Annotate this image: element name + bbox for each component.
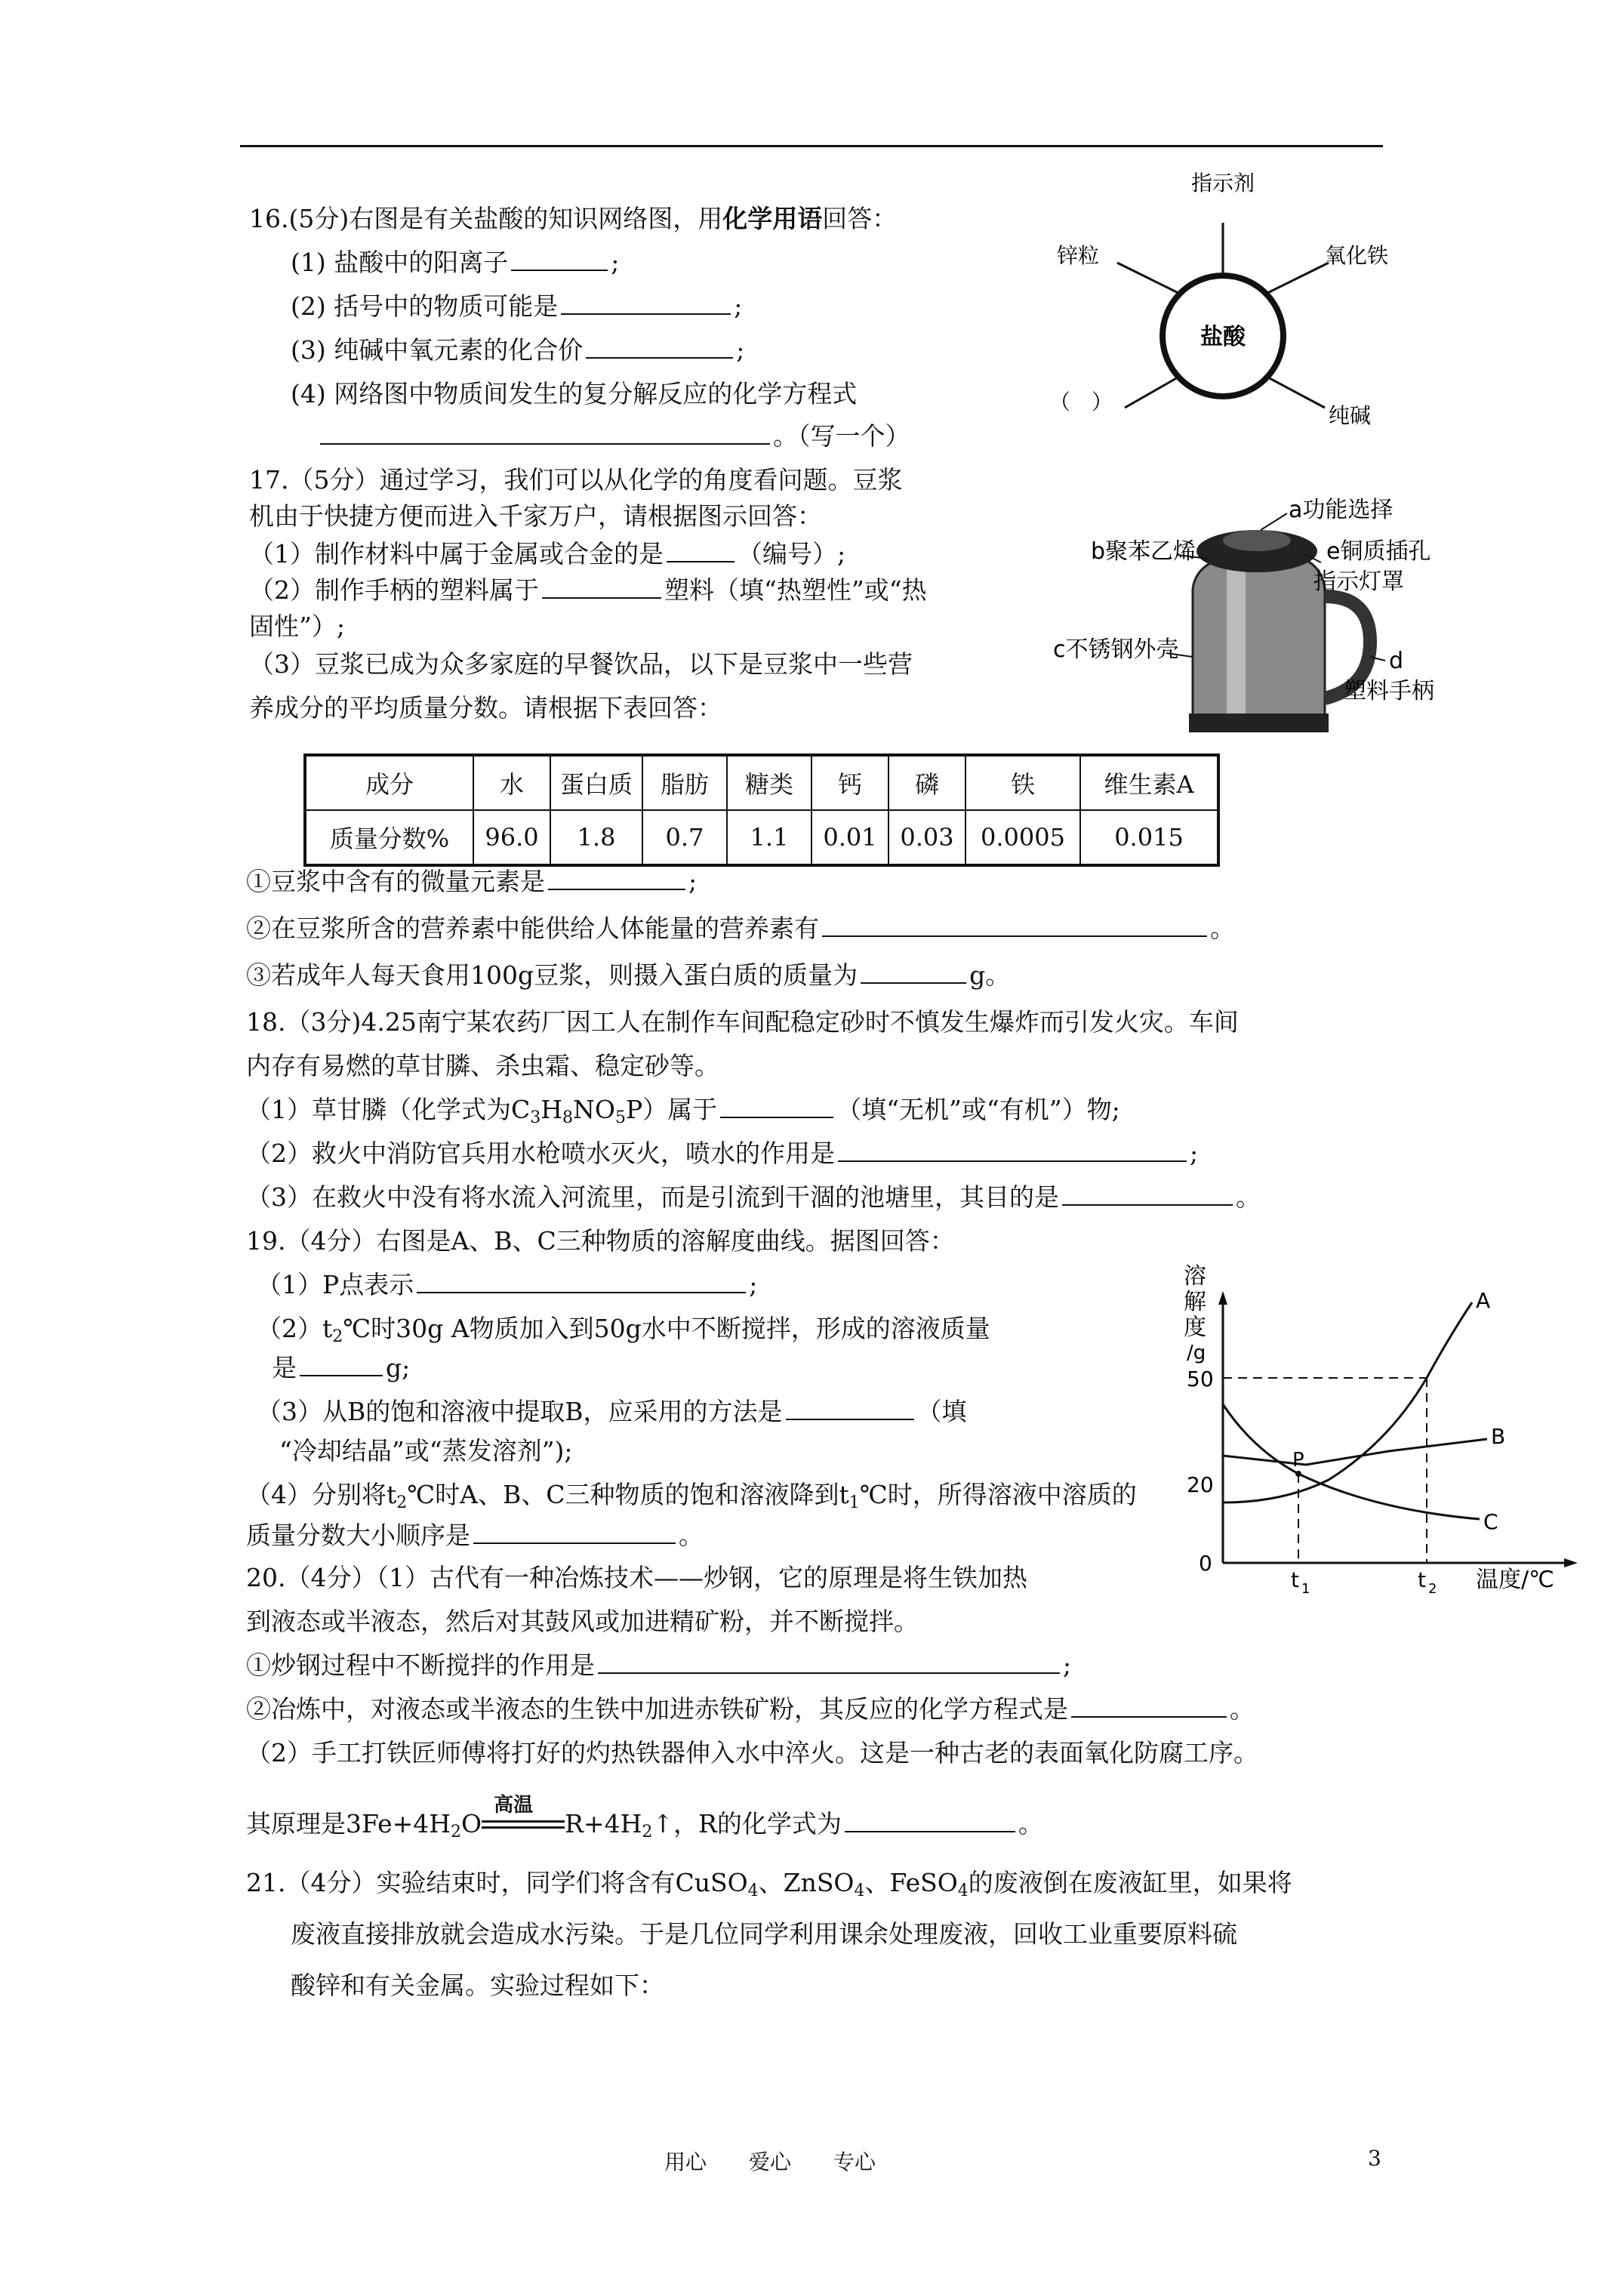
q20-part-2: （2）手工打铁匠师傅将打好的灼热铁器伸入水中淬火。这是一种古老的表面氧化防腐工序。	[246, 1738, 1258, 1767]
svg-text:b聚苯乙烯: b聚苯乙烯	[1091, 538, 1196, 565]
svg-text:c不锈钢外壳: c不锈钢外壳	[1053, 636, 1179, 663]
point-P	[1295, 1471, 1301, 1477]
table-row: 质量分数% 96.0 1.8 0.7 1.1 0.01 0.03 0.0005 0.015	[305, 810, 1218, 865]
svg-text:塑料手柄: 塑料手柄	[1344, 678, 1434, 704]
center-label: 盐酸	[1200, 324, 1246, 350]
q16-item-3: (3) 纯碱中氧元素的化合价 ;	[291, 335, 745, 365]
q21-line-2: 废液直接排放就会造成水污染。于是几位同学利用课余处理废液，回收工业重要原料硫	[291, 1919, 1237, 1949]
q19-part-2: $(2)t_2℃$时30g A物质加入到50g水中不断搅拌，形成的溶液质量	[257, 1314, 990, 1346]
q16-answer-line: 。（写一个）	[317, 420, 910, 453]
q17-sub-2: ②在豆浆所含的营养素中能供给人体能量的营养素有 。	[246, 914, 1235, 943]
q19-part-4: （4）分别将$t_2℃$时A、B、C三种物质的饱和溶液降到$t_1℃$时，所得溶液中溶质的	[246, 1480, 1137, 1512]
upper-right-label: 氧化铁	[1325, 243, 1389, 268]
q17-sub-3: ③若成年人每天食用100g豆浆，则摄入蛋白质的质量为 g。	[246, 960, 1011, 990]
q16-item-4: (4) 网络图中物质间发生的复分解反应的化学方程式	[291, 379, 858, 408]
q18-part-2: （2）救火中消防官兵用水枪喷水灭火，喷水的作用是 ;	[246, 1139, 1199, 1168]
q16-title: 16.(5分)右图是有关盐酸的知识网络图，用化学用语回答：	[249, 204, 898, 233]
q17-intro-1: 17.（5分）通过学习，我们可以从化学的角度看问题。豆浆	[249, 465, 903, 495]
upper-left-label: 锌粒	[1057, 243, 1100, 268]
header-rule	[240, 145, 1383, 147]
lower-left-label: （ ）	[1049, 390, 1113, 415]
q20-sub-1: ①炒钢过程中不断搅拌的作用是 ;	[246, 1650, 1072, 1680]
y-axis-label-2: 解	[1184, 1289, 1206, 1315]
q19-part-4-cont: 质量分数大小顺序是 。	[246, 1521, 704, 1550]
svg-text:a功能选择: a功能选择	[1289, 497, 1394, 523]
q21-line-1: 21.（4分）实验结束时，同学们将含有CuSO$_4$、ZnSO$_4$、FeSO$_4$的废液倒在废液缸里，如果将	[246, 1868, 1292, 1900]
q18-part-1: （1）草甘膦（化学式为$C_3H_8NO_5P$）属于 （填“无机”或“有机”）物;	[246, 1095, 1120, 1127]
q17-part-1: （1）制作材料中属于金属或合金的是 （编号）;	[249, 539, 846, 569]
svg-text:e铜质插孔: e铜质插孔	[1326, 538, 1431, 565]
curve-A	[1223, 1302, 1472, 1502]
tick-t1: t	[1291, 1567, 1299, 1592]
q17-part-3a: （3）豆浆已成为众多家庭的早餐饮品，以下是豆浆中一些营	[249, 649, 913, 679]
q18-line-2: 内存有易燃的草甘膦、杀虫霜、稳定砂等。	[246, 1051, 719, 1080]
svg-text:d: d	[1389, 648, 1404, 674]
q19-part-2-cont: 是 g;	[272, 1353, 411, 1382]
svg-text:2: 2	[1428, 1581, 1437, 1597]
label-B: B	[1491, 1424, 1506, 1449]
svg-text:1: 1	[1301, 1581, 1310, 1597]
table-header-row: 成分 水 蛋白质 脂肪 糖类 钙 磷 铁 维生素A	[305, 755, 1218, 810]
q20-line-1: 20.（4分）（1）古代有一种冶炼技术——炒钢，它的原理是将生铁加热	[246, 1563, 1027, 1592]
soymilk-machine-figure	[1046, 483, 1446, 740]
hcl-network-diagram	[1034, 166, 1427, 438]
q19-part-3: （3）从B的饱和溶液中提取B，应采用的方法是 （填	[257, 1397, 967, 1426]
q21-line-3: 酸锌和有关金属。实验过程如下：	[291, 1971, 664, 2000]
q18-line-1: 18.（3分)4.25南宁某农药厂因工人在制作车间配稳定砂时不慎发生爆炸而引发火灾。车间	[246, 1007, 1239, 1037]
tick-50: 50	[1187, 1367, 1214, 1391]
page-number: 3	[1368, 2146, 1381, 2171]
svg-text:指示灯罩: 指示灯罩	[1313, 569, 1404, 595]
label-A: A	[1476, 1288, 1491, 1313]
tick-20: 20	[1187, 1472, 1214, 1497]
x-axis-label: 温度/℃	[1476, 1567, 1554, 1593]
q19-line-1: 19.（4分）右图是A、B、C三种物质的溶解度曲线。据图回答：	[246, 1226, 955, 1256]
tick-0: 0	[1199, 1551, 1212, 1576]
label-C: C	[1483, 1509, 1498, 1534]
y-axis-label-4: /g	[1187, 1342, 1206, 1364]
y-axis-label-3: 度	[1184, 1314, 1206, 1341]
q17-part-2-cont: 固性”）;	[249, 612, 345, 641]
solubility-curve-chart	[1178, 1261, 1585, 1597]
footer-motto: 用心 爱心 专心	[664, 2150, 876, 2174]
top-label: 指示剂	[1190, 171, 1255, 196]
y-axis-label-1: 溶	[1184, 1263, 1206, 1290]
q20-line-2: 到液态或半液态，然后对其鼓风或加进精矿粉，并不断搅拌。	[246, 1607, 919, 1636]
q17-intro-2: 机由于快捷方便而进入千家万户，请根据图示回答：	[249, 501, 822, 531]
q17-part-3b: 养成分的平均质量分数。请根据下表回答：	[249, 693, 722, 723]
q20-sub-2: ②冶炼中，对液态或半液态的生铁中加进赤铁矿粉，其反应的化学方程式是 。	[246, 1694, 1255, 1724]
q17-sub-1: ①豆浆中含有的微量元素是 ;	[246, 867, 698, 896]
tick-t2: t	[1418, 1567, 1426, 1592]
q16-item-2: (2) 括号中的物质可能是 ;	[291, 291, 743, 321]
q19-part-3-cont: “冷却结晶”或“蒸发溶剂”);	[279, 1436, 573, 1465]
q20-equation: 其原理是$3Fe+4H_2O$ 高温 $R+4H_2↑$，R的化学式为 。	[246, 1794, 1043, 1841]
curve-C	[1223, 1404, 1480, 1519]
q17-part-2: （2）制作手柄的塑料属于 塑料（填“热塑性”或“热	[249, 575, 927, 605]
q18-part-3: （3）在救火中没有将水流入河流里，而是引流到干涸的池塘里，其目的是 。	[246, 1182, 1261, 1212]
label-P: P	[1292, 1449, 1304, 1472]
nutrition-table	[303, 754, 1220, 867]
q19-part-1: （1）P点表示 ;	[257, 1270, 758, 1299]
q16-item-1: (1) 盐酸中的阳离子 ;	[291, 248, 620, 277]
lower-right-label: 纯碱	[1329, 403, 1372, 428]
